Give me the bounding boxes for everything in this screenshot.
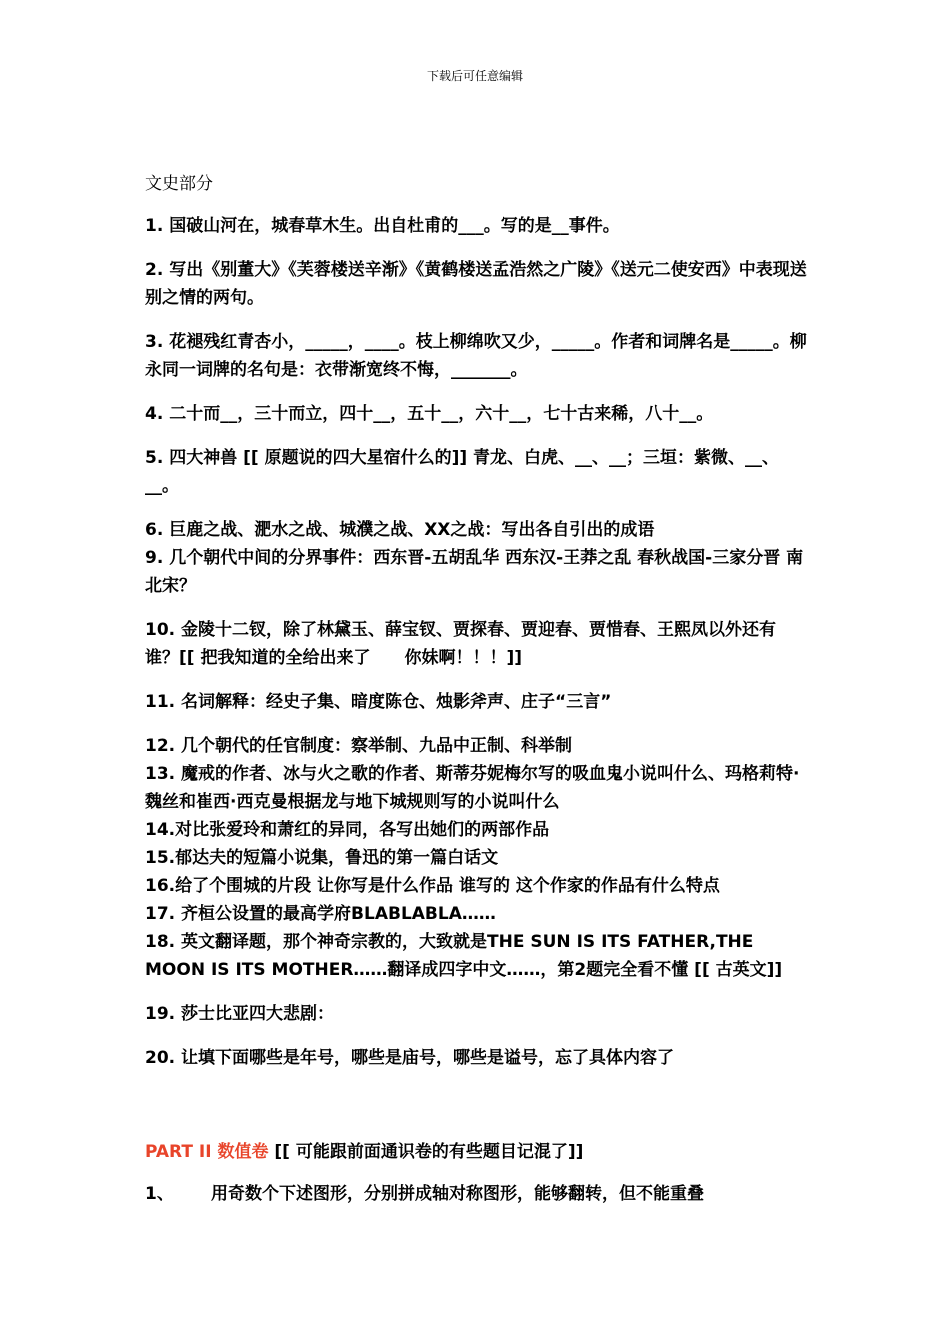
question-10: 10. 金陵十二钗，除了林黛玉、薛宝钗、贾探春、贾迎春、贾惜春、王熙凤以外还有谁？[[ 把我知道的全给出来了 你妹啊！！！]] <box>145 620 777 668</box>
page-header-note: 下载后可任意编辑 <box>426 69 523 83</box>
question-14: 14.对比张爱玲和萧红的异同，各写出她们的两部作品 <box>145 820 550 840</box>
part2-item-1-number: 1、 <box>145 1184 174 1204</box>
question-11: 11. 名词解释：经史子集、暗度陈仓、烛影斧声、庄子“三言” <box>145 692 612 712</box>
question-19: 19. 莎士比亚四大悲剧： <box>145 1004 335 1024</box>
part2-heading <box>145 1138 810 1166</box>
question-6: 6. 巨鹿之战、淝水之战、城濮之战、XX之战：写出各自引出的成语 <box>145 520 655 540</box>
part2-item-1-text: 用奇数个下述图形，分别拼成轴对称图形，能够翻转，但不能重叠 <box>211 1184 704 1204</box>
question-15: 15.郁达夫的短篇小说集，鲁迅的第一篇白话文 <box>145 848 499 868</box>
question-5: 5. 四大神兽 [[ 原题说的四大星宿什么的]] 青龙、白虎、__、__；三垣：紫微、__、__。 <box>145 448 780 496</box>
question-1: 1. 国破山河在，城春草木生。出自杜甫的___。写的是__事件。 <box>145 216 620 236</box>
document-body <box>145 170 810 1208</box>
section-title: 文史部分 <box>145 174 213 194</box>
question-17: 17. 齐桓公设置的最高学府BLABLABLA…… <box>145 904 496 924</box>
question-12: 12. 几个朝代的任官制度：察举制、九品中正制、科举制 <box>145 736 573 756</box>
question-3: 3. 花褪残红青杏小，_____，____。枝上柳绵吹又少，_____。作者和词牌名是_____。柳永同一词牌的名句是：衣带渐宽终不悔，_______。 <box>145 332 807 380</box>
question-2: 2. 写出《别董大》《芙蓉楼送辛渐》《黄鹤楼送孟浩然之广陵》《送元二使安西》中表现送别之情的两句。 <box>145 260 807 308</box>
question-9: 9. 几个朝代中间的分界事件：西东晋-五胡乱华 西东汉-王莽之乱 春秋战国-三家分晋 南北宋？ <box>145 548 804 596</box>
part2-item-1 <box>145 1180 810 1208</box>
part2-title: PART II 数值卷 <box>145 1142 269 1162</box>
question-16: 16.给了个围城的片段 让你写是什么作品 谁写的 这个作家的作品有什么特点 <box>145 876 720 896</box>
question-18: 18. 英文翻译题，那个神奇宗教的，大致就是THE SUN IS ITS FATHER,THE MOON IS ITS MOTHER……翻译成四字中文……，第2题完全看不懂 [[ 古英文]] <box>145 932 783 980</box>
part2-note: [[ 可能跟前面通识卷的有些题目记混了]] <box>268 1142 584 1162</box>
question-20: 20. 让填下面哪些是年号，哪些是庙号，哪些是谥号，忘了具体内容了 <box>145 1048 675 1068</box>
question-13: 13. 魔戒的作者、冰与火之歌的作者、斯蒂芬妮梅尔写的吸血鬼小说叫什么、玛格莉特·魏丝和崔西·西克曼根据龙与地下城规则写的小说叫什么 <box>145 764 800 812</box>
question-4: 4. 二十而__，三十而立，四十__，五十__，六十__，七十古来稀，八十__。 <box>145 404 714 424</box>
